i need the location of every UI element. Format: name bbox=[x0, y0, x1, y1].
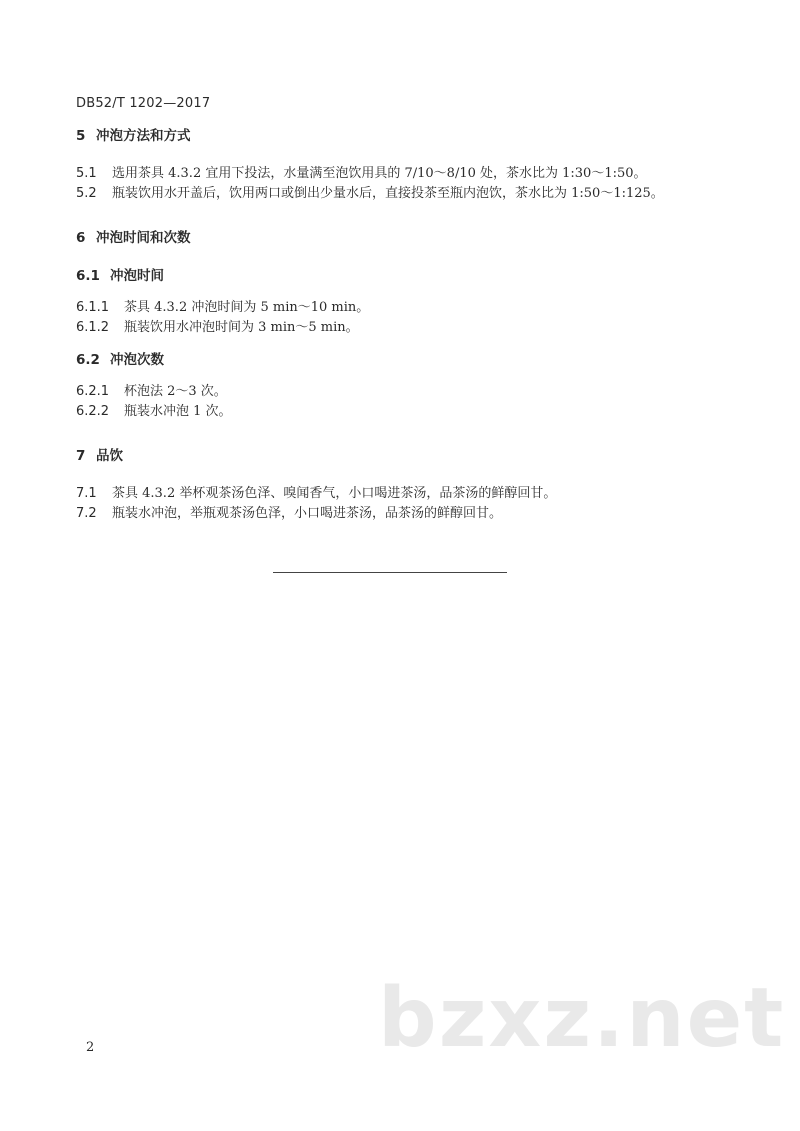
clause-number: 7.2 bbox=[76, 506, 97, 521]
clause-number: 6.2.2 bbox=[76, 404, 110, 419]
clause-number: 6.2.1 bbox=[76, 384, 110, 399]
section-number: 7 bbox=[76, 448, 86, 464]
section-6-2-heading bbox=[76, 350, 736, 370]
section-title: 品饮 bbox=[96, 448, 123, 464]
section-6-1-heading bbox=[76, 266, 736, 286]
clause-text: 瓶装水冲泡 1 次。 bbox=[124, 404, 232, 419]
clause-text: 瓶装饮用水冲泡时间为 3 min～5 min。 bbox=[124, 320, 359, 335]
section-title: 冲泡方法和方式 bbox=[96, 128, 191, 144]
clause-6-1-1 bbox=[76, 298, 736, 318]
section-6-heading bbox=[76, 228, 736, 248]
document-code: DB52/T 1202—2017 bbox=[76, 96, 211, 111]
clause-text: 瓶装水冲泡，举瓶观茶汤色泽，小口喝进茶汤，品茶汤的鲜醇回甘。 bbox=[112, 506, 503, 521]
section-title: 冲泡时间 bbox=[110, 268, 164, 284]
clause-number: 5.2 bbox=[76, 186, 97, 201]
clause-6-1-2 bbox=[76, 318, 736, 338]
section-title: 冲泡时间和次数 bbox=[96, 230, 191, 246]
watermark: bzxz.net bbox=[378, 971, 786, 1066]
section-7-heading bbox=[76, 446, 736, 466]
clause-text: 茶具 4.3.2 举杯观茶汤色泽、嗅闻香气，小口喝进茶汤，品茶汤的鲜醇回甘。 bbox=[112, 486, 557, 501]
clause-text: 选用茶具 4.3.2 宜用下投法，水量满至泡饮用具的 7/10～8/10 处，茶水比为 1:30～1:50。 bbox=[112, 166, 647, 181]
section-number: 5 bbox=[76, 128, 86, 144]
clause-7-1 bbox=[76, 484, 736, 504]
clause-text: 杯泡法 2～3 次。 bbox=[124, 384, 227, 399]
document-body bbox=[76, 126, 736, 524]
page-number: 2 bbox=[86, 1040, 95, 1055]
clause-text: 瓶装饮用水开盖后，饮用两口或倒出少量水后，直接投茶至瓶内泡饮，茶水比为 1:50～1:125。 bbox=[112, 186, 664, 201]
clause-number: 6.1.1 bbox=[76, 300, 110, 315]
clause-6-2-2 bbox=[76, 402, 736, 422]
clause-number: 7.1 bbox=[76, 486, 97, 501]
section-5-heading bbox=[76, 126, 736, 146]
clause-6-2-1 bbox=[76, 382, 736, 402]
section-number: 6.2 bbox=[76, 352, 100, 368]
section-title: 冲泡次数 bbox=[110, 352, 164, 368]
clause-7-2 bbox=[76, 504, 736, 524]
section-number: 6 bbox=[76, 230, 86, 246]
clause-number: 6.1.2 bbox=[76, 320, 110, 335]
section-number: 6.1 bbox=[76, 268, 100, 284]
clause-5-1 bbox=[76, 164, 736, 184]
clause-text: 茶具 4.3.2 冲泡时间为 5 min～10 min。 bbox=[124, 300, 370, 315]
clause-number: 5.1 bbox=[76, 166, 97, 181]
clause-5-2 bbox=[76, 184, 736, 204]
end-rule bbox=[273, 572, 507, 573]
